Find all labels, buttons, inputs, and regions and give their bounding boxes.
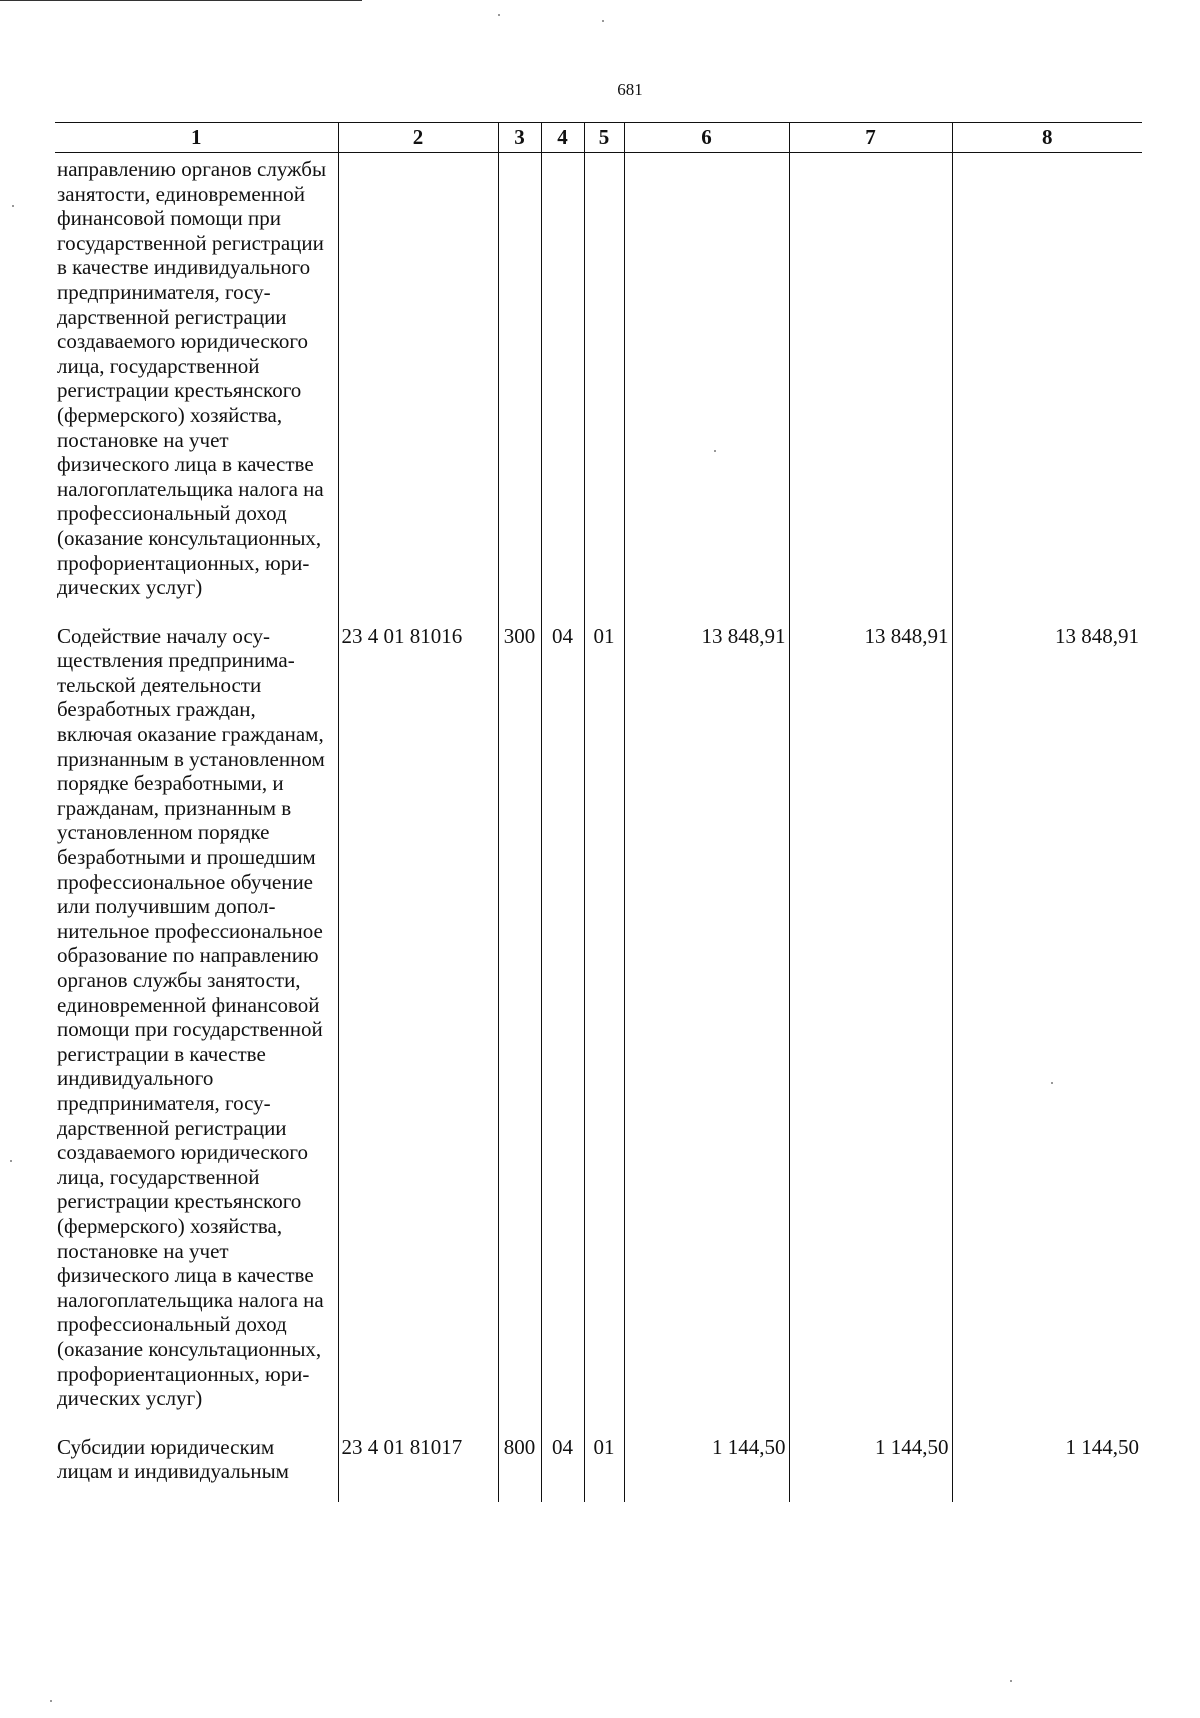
row-amount-col8: 13 848,91 [952, 618, 1142, 1429]
page-number: 681 [617, 80, 643, 99]
scan-speck [1051, 1082, 1053, 1084]
row-name-cell: Субсидии юридическим лицам и индивидуальным [57, 1434, 289, 1484]
table-row [55, 618, 1142, 1429]
column-header-7: 7 [789, 123, 952, 153]
row-amount-col7 [789, 153, 952, 618]
scan-speck [498, 14, 500, 16]
column-header-2: 2 [338, 123, 498, 153]
column-header-4: 4 [541, 123, 584, 153]
row-amount-col6 [624, 153, 789, 618]
scan-speck [1010, 1680, 1012, 1682]
row-name-cell: направлению органов службы занятости, единовременной финансовой помощи при государственной регистрации в качестве индивидуального предпринимателя, государственной регистрации создаваемого юридического лица, государственной регистрации крестьянского (фермерского) хозяйства, постановке на учет физического лица в качестве налогоплательщика налога на профессиональный доход (оказание консультационных, профориентационных, юридических услуг) [57, 157, 327, 600]
scan-speck [602, 20, 604, 22]
row-amount-col6: 13 848,91 [624, 618, 789, 1429]
scan-speck [50, 1700, 52, 1702]
scan-speck [12, 205, 14, 207]
row-amount-col8: 1 144,50 [952, 1429, 1142, 1502]
row-subsection-cell: 01 [584, 1429, 624, 1502]
row-section-cell: 04 [541, 618, 584, 1429]
budget-table [55, 122, 1142, 1502]
row-amount-col7: 1 144,50 [789, 1429, 952, 1502]
row-subsection-cell: 01 [584, 618, 624, 1429]
scan-speck [714, 450, 716, 452]
column-header-3: 3 [498, 123, 541, 153]
row-type-cell: 800 [498, 1429, 541, 1502]
row-code-cell: 23 4 01 81017 [338, 1429, 498, 1502]
column-header-1: 1 [55, 123, 338, 153]
header-row [55, 123, 1142, 153]
table-row [55, 153, 1142, 618]
row-amount-col6: 1 144,50 [624, 1429, 789, 1502]
row-amount-col7: 13 848,91 [789, 618, 952, 1429]
scan-edge-line [0, 0, 362, 1]
row-subsection-cell [584, 153, 624, 618]
row-amount-col8 [952, 153, 1142, 618]
column-header-8: 8 [952, 123, 1142, 153]
row-section-cell: 04 [541, 1429, 584, 1502]
row-name-cell: Содействие началу осуществления предпринимательской деятельности безработных граждан, включая оказание гражданам, признанным в установленном порядке безработными, и гражданам, признанным в установленном порядке безработными и прошедшим профессиональное обучение или получившим дополнительное профессиональное образование по направлению органов службы занятости, единовременной финансовой помощи при государственной регистрации в качестве индивидуального предпринимателя, государственной регистрации создаваемого юридического лица, государственной регистрации крестьянского (фермерского) хозяйства, постановке на учет физического лица в качестве налогоплательщика налога на профессиональный доход (оказание консультационных, профориентационных, юридических услуг) [57, 623, 325, 1411]
row-code-cell [338, 153, 498, 618]
row-type-cell: 300 [498, 618, 541, 1429]
column-header-6: 6 [624, 123, 789, 153]
table-row [55, 1429, 1142, 1502]
row-code-cell: 23 4 01 81016 [338, 618, 498, 1429]
column-header-5: 5 [584, 123, 624, 153]
row-type-cell [498, 153, 541, 618]
scan-speck [10, 1160, 12, 1162]
row-section-cell [541, 153, 584, 618]
